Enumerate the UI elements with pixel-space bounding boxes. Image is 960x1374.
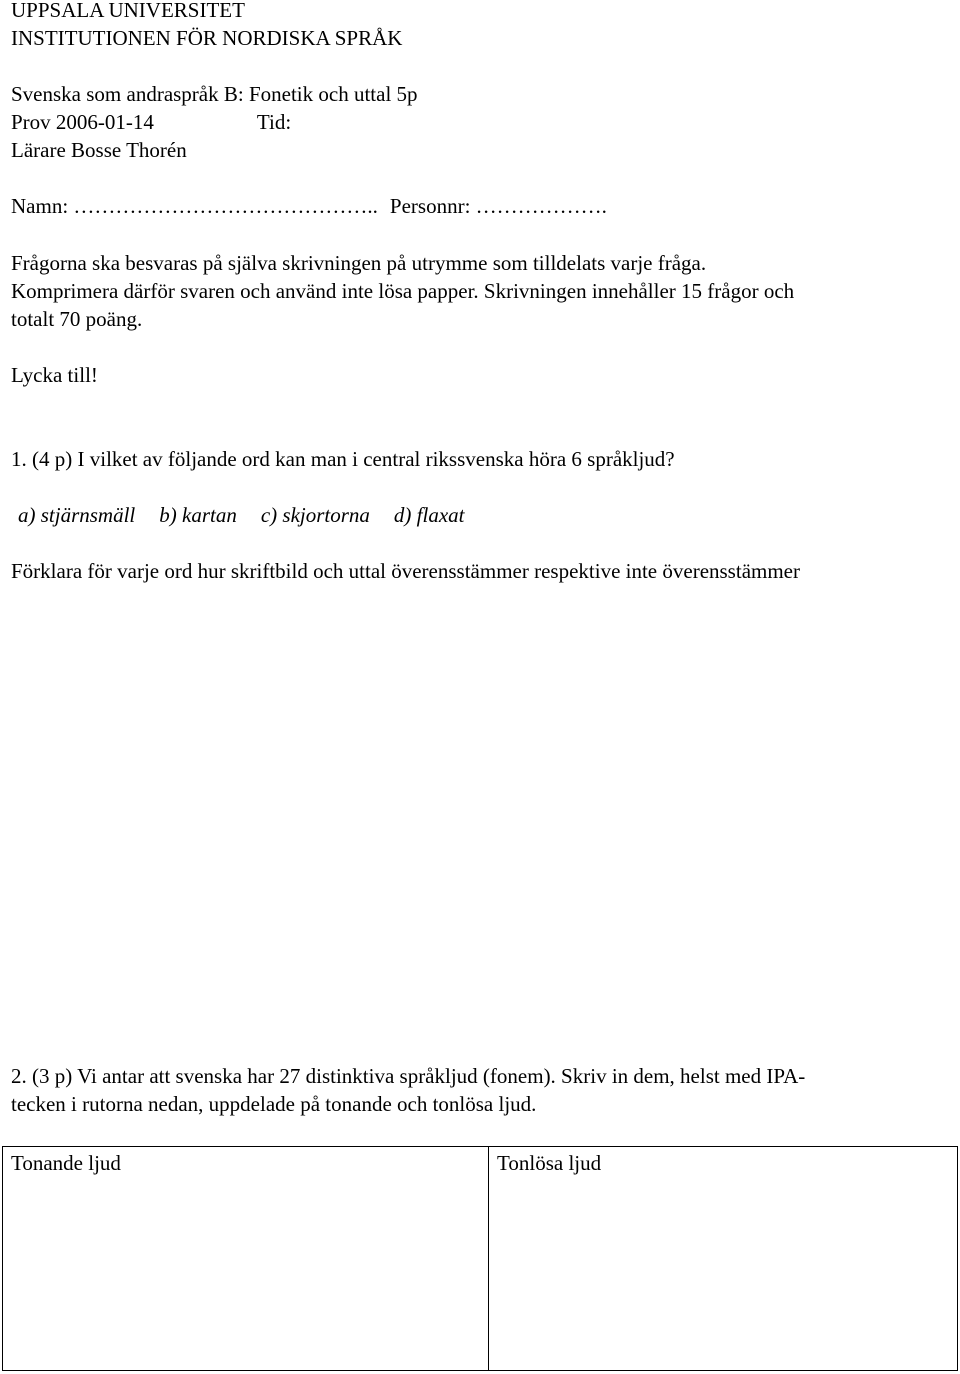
question-2-line-2: tecken i rutorna nedan, uppdelade på tonande och tonlösa ljud.	[11, 1092, 537, 1116]
institution-name: INSTITUTIONEN FÖR NORDISKA SPRÅK	[11, 26, 403, 50]
university-name: UPPSALA UNIVERSITET	[11, 0, 245, 22]
option-c: c) skjortorna	[260, 503, 370, 527]
instructions-line-2: Komprimera därför svaren och använd inte lösa papper. Skrivningen innehåller 15 frågor och	[11, 279, 795, 303]
question-1-text: 1. (4 p) I vilket av följande ord kan man i central rikssvenska höra 6 språkljud?	[11, 447, 675, 471]
instructions-line-3: totalt 70 poäng.	[11, 307, 143, 331]
voiced-sounds-cell[interactable]	[3, 1147, 489, 1371]
time-label: Tid:	[256, 110, 292, 134]
question-1-followup: Förklara för varje ord hur skriftbild och uttal överensstämmer respektive inte överensstämmer	[11, 559, 800, 583]
question-2-line-1: 2. (3 p) Vi antar att svenska har 27 distinktiva språkljud (fonem). Skriv in dem, helst med IPA-	[11, 1064, 806, 1088]
answer-table	[2, 1146, 958, 1371]
course-title: Svenska som andraspråk B: Fonetik och uttal 5p	[11, 82, 418, 106]
name-label: Namn:	[11, 194, 69, 218]
option-a: a) stjärnsmäll	[18, 503, 136, 527]
option-d: d) flaxat	[393, 503, 465, 527]
question-1-options	[18, 501, 465, 529]
teacher-name: Lärare Bosse Thorén	[11, 138, 187, 162]
voiced-sounds-header: Tonande ljud	[11, 1151, 121, 1175]
exam-date: Prov 2006-01-14	[11, 110, 154, 134]
personnr-field[interactable]: ……………….	[475, 194, 607, 218]
exam-date-row	[11, 108, 291, 136]
voiceless-sounds-cell[interactable]	[489, 1147, 958, 1371]
voiceless-sounds-header: Tonlösa ljud	[497, 1151, 602, 1175]
personnr-label: Personnr:	[389, 194, 471, 218]
option-b: b) kartan	[159, 503, 237, 527]
instructions-line-1: Frågorna ska besvaras på själva skrivningen på utrymme som tilldelats varje fråga.	[11, 251, 707, 275]
name-field[interactable]: ……………………………………..	[73, 194, 378, 218]
good-luck: Lycka till!	[11, 363, 98, 387]
name-personnr-row	[11, 192, 607, 220]
